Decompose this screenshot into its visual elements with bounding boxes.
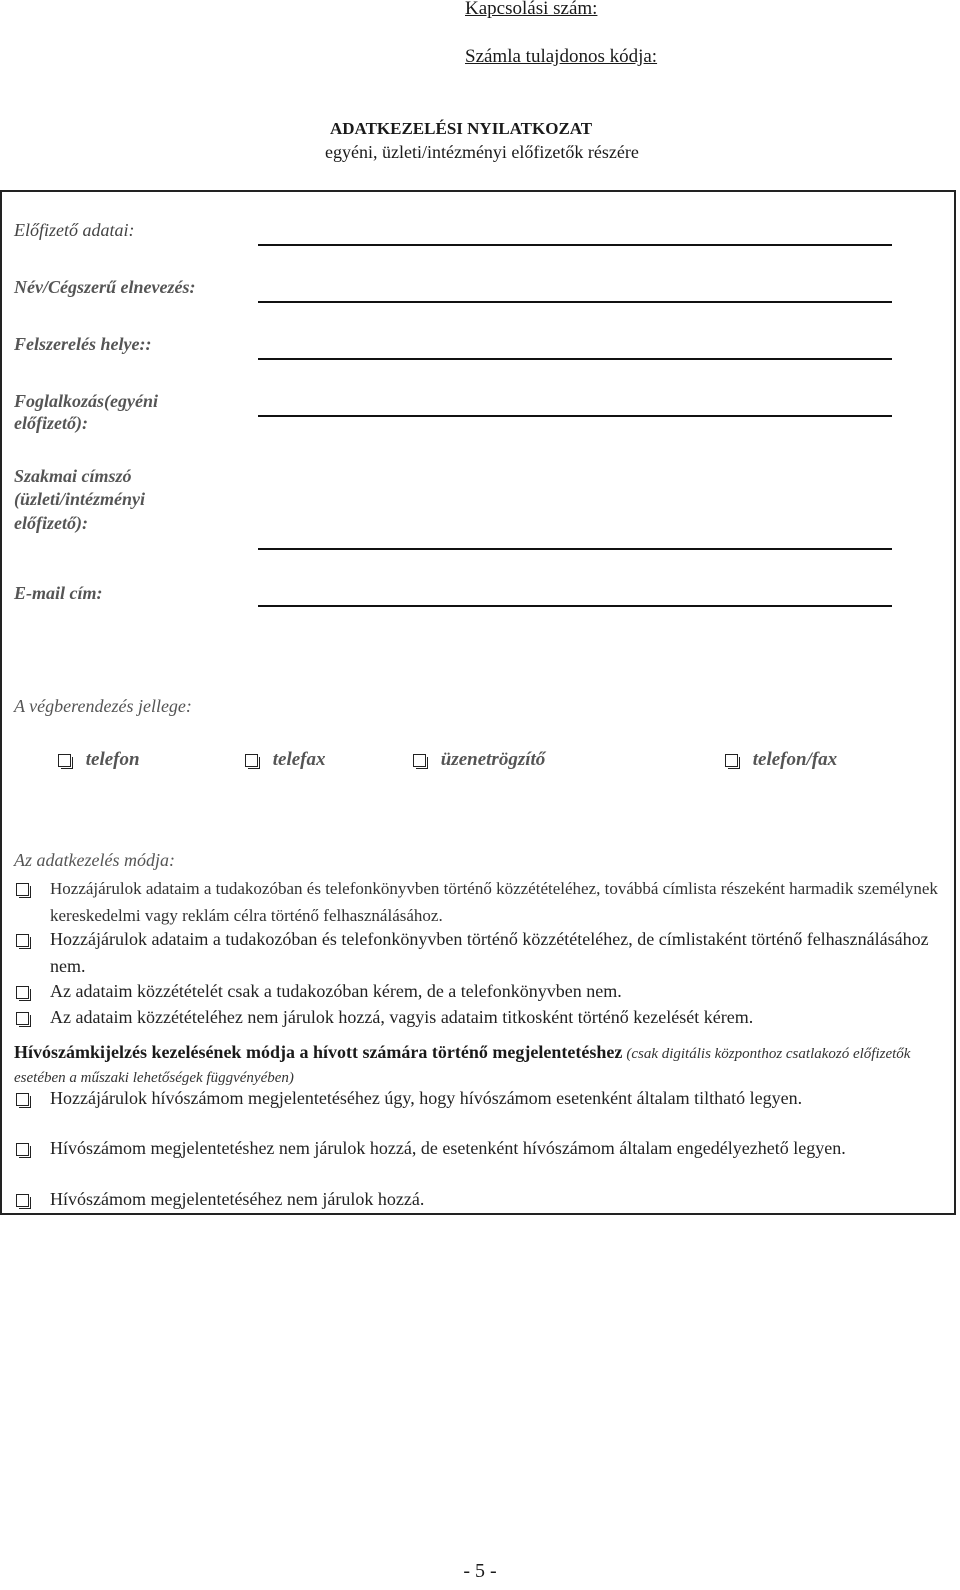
device-label: üzenetrögzítő	[440, 749, 546, 770]
hivoszam-heading	[14, 1040, 944, 1090]
adatkezeles-option-2[interactable]	[14, 926, 944, 980]
nev-line[interactable]	[258, 301, 892, 303]
adatkezeles-label: Az adatkezelés módja:	[14, 850, 175, 870]
option-text: Az adataim közzétételéhez nem járulok hozzá, vagyis adataim titkosként történő kezelését kérem.	[50, 1007, 754, 1027]
checkbox-icon[interactable]	[16, 1012, 29, 1025]
checkbox-icon[interactable]	[16, 1093, 29, 1106]
option-text: Az adataim közzétételét csak a tudakozóban kérem, de a telefonkönyvben nem.	[50, 981, 622, 1001]
checkbox-icon[interactable]	[16, 986, 29, 999]
szamla-kod-label: Számla tulajdonos kódja:	[465, 46, 658, 67]
szakmai-label-3: előfizető):	[14, 513, 88, 533]
checkbox-icon[interactable]	[413, 754, 426, 767]
checkbox-icon[interactable]	[245, 754, 258, 767]
foglalkozas-label-1: Foglalkozás(egyéni	[14, 391, 158, 411]
elofizeto-label: Előfizető adatai:	[14, 220, 135, 240]
hivoszam-option-2[interactable]	[14, 1135, 944, 1162]
option-text: Hívószámom megjelentetéshez nem járulok hozzá, de esetenként hívószámom általam engedélyezhető legyen.	[50, 1138, 846, 1158]
email-label: E-mail cím:	[14, 583, 103, 603]
szakmai-label-2: (üzleti/intézményi	[14, 489, 146, 509]
option-text: Hozzájárulok adataim a tudakozóban és telefonkönyvben történő közzétételéhez, továbbá címlista részeként harmadik személynek kereskedelmi vagy reklám célra történő felhasználásához.	[50, 879, 938, 925]
email-line[interactable]	[258, 605, 892, 607]
checkbox-icon[interactable]	[58, 754, 71, 767]
felszereles-label: Felszerelés helye::	[14, 334, 152, 354]
option-text: Hozzájárulok hívószámom megjelentetéséhez úgy, hogy hívószámom esetenként általam tiltható legyen.	[50, 1088, 803, 1108]
device-label: telefon	[85, 749, 140, 770]
checkbox-icon[interactable]	[725, 754, 738, 767]
hivoszam-heading-text: Hívószámkijelzés kezelésének módja a hívott számára történő megjelentetéshez	[14, 1042, 623, 1062]
hivoszam-note: (csak digitális központhoz csatlakozó előfizetők esetében a műszaki lehetőségek függvényében)	[14, 1046, 911, 1086]
device-option-telefax[interactable]	[245, 749, 326, 771]
checkbox-icon[interactable]	[16, 1194, 29, 1207]
elofizeto-line[interactable]	[258, 244, 892, 246]
device-option-telefon-fax[interactable]	[725, 749, 837, 771]
option-text: Hívószámom megjelentetéséhez nem járulok hozzá.	[50, 1189, 425, 1209]
option-text: Hozzájárulok adataim a tudakozóban és telefonkönyvben történő közzétételéhez, de címlistaként történő felhasználásához nem.	[50, 929, 929, 976]
page-number: - 5 -	[463, 1560, 497, 1582]
checkbox-icon[interactable]	[16, 934, 29, 947]
felszereles-line[interactable]	[258, 358, 892, 360]
adatkezeles-option-4[interactable]	[14, 1004, 944, 1031]
device-option-uzenetrogzito[interactable]	[413, 749, 545, 771]
document-subtitle: egyéni, üzleti/intézményi előfizetők részére	[325, 142, 639, 162]
device-option-telefon[interactable]	[58, 749, 140, 771]
hivoszam-option-3[interactable]	[14, 1186, 944, 1213]
device-label: telefon/fax	[752, 749, 838, 770]
device-label: telefax	[272, 749, 326, 770]
adatkezeles-option-1[interactable]	[14, 875, 944, 929]
checkbox-icon[interactable]	[16, 883, 29, 896]
checkbox-icon[interactable]	[16, 1143, 29, 1156]
kapcsolasi-szam-label: Kapcsolási szám:	[465, 0, 598, 19]
szakmai-line[interactable]	[258, 548, 892, 550]
foglalkozas-line[interactable]	[258, 415, 892, 417]
vegberendezes-label: A végberendezés jellege:	[14, 696, 192, 716]
nev-label: Név/Cégszerű elnevezés:	[14, 277, 196, 297]
adatkezeles-option-3[interactable]	[14, 978, 944, 1005]
hivoszam-option-1[interactable]	[14, 1085, 944, 1112]
foglalkozas-label-2: előfizető):	[14, 413, 88, 433]
document-title: ADATKEZELÉSI NYILATKOZAT	[330, 119, 593, 138]
szakmai-label-1: Szakmai címszó	[14, 466, 132, 486]
